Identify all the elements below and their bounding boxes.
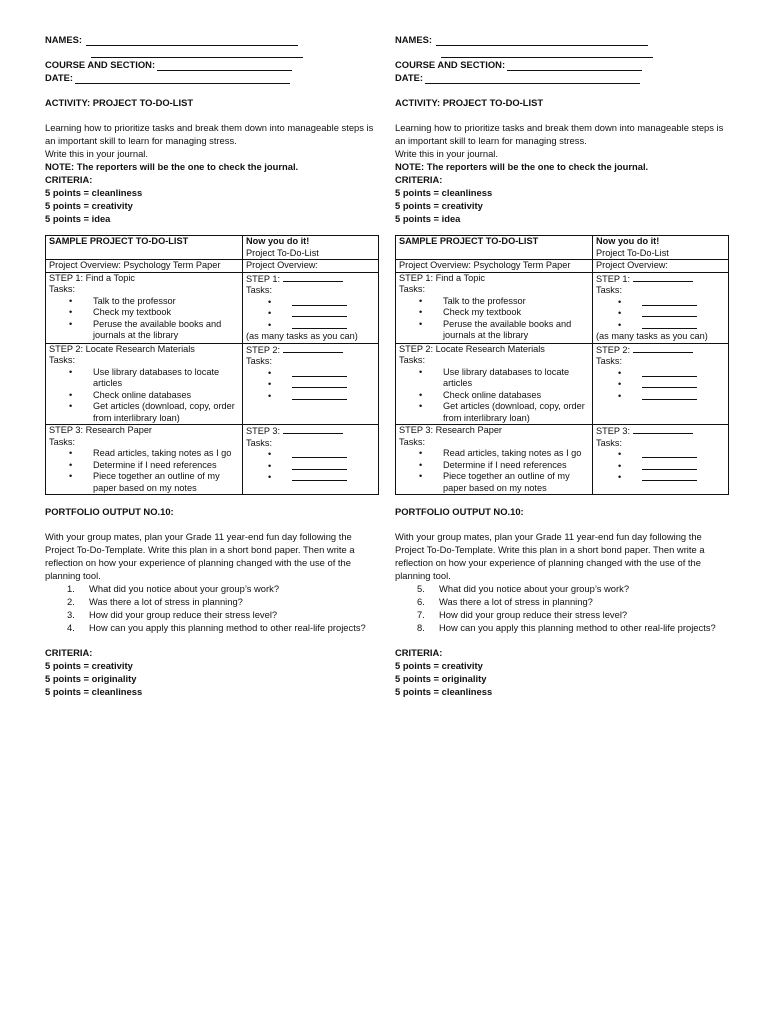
step-blank[interactable] [283, 344, 343, 353]
course-blank[interactable] [157, 61, 292, 71]
step-blank[interactable] [283, 273, 343, 282]
task-blank[interactable] [292, 379, 347, 388]
question-text: What did you notice about your group’s work? [89, 583, 280, 594]
task-blank[interactable] [292, 461, 347, 470]
step-right-title: STEP 3: [596, 426, 631, 436]
worksheet-right [395, 33, 725, 698]
bullet-icon: • [69, 295, 73, 306]
worksheet-left [45, 33, 375, 698]
blank-task-item [268, 368, 375, 380]
bullet-icon: • [69, 366, 73, 377]
date-line [395, 71, 725, 84]
journal-text: Write this in your journal. [395, 148, 498, 159]
blank-task-item [268, 379, 375, 391]
task-text: Get articles (download, copy, order from interlibrary loan) [93, 401, 235, 423]
criteria-item: 5 points = cleanliness [395, 187, 493, 198]
question-item [67, 595, 375, 608]
blank-task-item [268, 461, 375, 473]
step-blank-cell [243, 343, 379, 425]
col1-header: SAMPLE PROJECT TO-DO-LIST [396, 236, 593, 260]
step-blank[interactable] [633, 425, 693, 434]
task-text: Piece together an outline of my paper based on my notes [443, 471, 570, 493]
question-item [67, 608, 375, 621]
course-label: COURSE AND SECTION: [45, 59, 156, 70]
blank-task-item [618, 379, 725, 391]
bullet-icon: • [268, 449, 272, 459]
step-sample-cell [396, 272, 593, 343]
bullet-icon: • [618, 308, 622, 318]
task-item [419, 471, 589, 494]
bullet-icon: • [419, 448, 423, 458]
task-item [69, 401, 239, 424]
tasks-label: Tasks: [399, 355, 426, 365]
criteria2-item: 5 points = creativity [395, 660, 483, 671]
criteria-item: 5 points = creativity [45, 200, 133, 211]
step-right-title-line [246, 344, 375, 357]
names-line-2 [395, 46, 725, 58]
question-number: 6. [417, 596, 425, 607]
portfolio-text: With your group mates, plan your Grade 11 year-end fun day following the Project To-Do-Template. Write this plan in a short bond paper. Then write a reflection on how your experience of planning changed with the use of the planning tool. [45, 531, 355, 581]
bullet-icon: • [268, 308, 272, 318]
intro-text: Learning how to prioritize tasks and break them down into manageable steps is an important skill to learn for managing stress. [45, 122, 374, 146]
step-blank-cell [593, 343, 729, 425]
criteria2-item: 5 points = creativity [45, 660, 133, 671]
task-blank[interactable] [642, 379, 697, 388]
names-line [395, 33, 725, 46]
question-number: 8. [417, 622, 425, 633]
tasks-label: Tasks: [49, 284, 76, 294]
col2-header: Now you do it! [596, 236, 660, 246]
tasks-label: Tasks: [596, 437, 623, 448]
step-right-title-line [246, 425, 375, 438]
bullet-icon: • [618, 390, 622, 401]
task-blank[interactable] [292, 320, 347, 329]
blank-task-item [268, 320, 375, 332]
date-label: DATE: [395, 72, 423, 83]
task-text: Check my textbook [93, 307, 172, 317]
task-item [69, 448, 239, 460]
bullet-icon: • [268, 296, 272, 307]
task-blank[interactable] [292, 308, 347, 317]
step-right-title-line [246, 273, 375, 286]
bullet-icon: • [268, 390, 272, 401]
tasks-label: Tasks: [596, 285, 623, 295]
task-item [419, 460, 589, 472]
step-right-title: STEP 2: [246, 344, 281, 355]
bullet-icon: • [419, 366, 423, 377]
step-title: STEP 3: Research Paper [49, 425, 152, 435]
bullet-icon: • [618, 379, 622, 389]
blank-task-item [268, 308, 375, 320]
blank-task-item [618, 308, 725, 320]
question-item [417, 621, 725, 634]
criteria2-item: 5 points = cleanliness [395, 686, 493, 697]
step-sample-cell [396, 343, 593, 425]
task-text: Check online databases [443, 389, 542, 400]
tasks-label: Tasks: [49, 436, 76, 447]
criteria-item: 5 points = creativity [395, 200, 483, 211]
task-item [419, 319, 589, 342]
col1-header: SAMPLE PROJECT TO-DO-LIST [46, 236, 243, 260]
task-item [419, 307, 589, 319]
question-text: Was there a lot of stress in planning? [439, 596, 593, 607]
question-text: How did your group reduce their stress level? [89, 609, 278, 620]
task-text: Use library databases to locate articles [93, 366, 220, 388]
names-blank-2[interactable] [441, 46, 653, 58]
step-row [46, 343, 379, 425]
step-title: STEP 1: Find a Topic [49, 272, 135, 283]
step-blank-cell [243, 425, 379, 495]
task-text: Talk to the professor [93, 295, 176, 306]
task-blank[interactable] [642, 368, 697, 377]
names-label: NAMES: [45, 34, 82, 45]
bullet-icon: • [618, 460, 622, 471]
bullet-icon: • [419, 471, 423, 481]
task-item [69, 296, 239, 308]
step-title: STEP 1: Find a Topic [399, 272, 485, 283]
step-blank-cell [243, 272, 379, 343]
criteria-item: 5 points = cleanliness [45, 187, 143, 198]
col2-header-cell [243, 236, 379, 260]
task-item [69, 319, 239, 342]
criteria-item: 5 points = idea [395, 213, 461, 224]
bullet-icon: • [268, 367, 272, 378]
blank-task-item [618, 472, 725, 484]
bullet-icon: • [618, 449, 622, 459]
tasks-note: (as many tasks as you can) [246, 331, 358, 341]
task-text: Read articles, taking notes as I go [93, 448, 232, 458]
task-blank[interactable] [642, 320, 697, 329]
step-title: STEP 3: Research Paper [399, 425, 502, 435]
step-title: STEP 2: Locate Research Materials [399, 343, 545, 354]
bullet-icon: • [618, 319, 622, 330]
step-sample-cell [46, 425, 243, 495]
step-blank-cell [593, 425, 729, 495]
blank-task-item [618, 320, 725, 332]
bullet-icon: • [419, 401, 423, 411]
overview-row [396, 260, 729, 273]
step-row [396, 425, 729, 495]
blank-task-item [268, 391, 375, 403]
todo-table [395, 235, 729, 495]
criteria2-item: 5 points = originality [45, 673, 137, 684]
bullet-icon: • [268, 472, 272, 482]
question-number: 7. [417, 609, 425, 620]
overview-row [46, 260, 379, 273]
course-blank[interactable] [507, 61, 642, 71]
table-header-row [396, 236, 729, 260]
date-line [45, 71, 375, 84]
bullet-icon: • [419, 459, 423, 470]
question-text: How can you apply this planning method to other real-life projects? [439, 622, 716, 633]
criteria-item: 5 points = idea [45, 213, 111, 224]
task-text: Peruse the available books and journals at the library [93, 318, 222, 340]
tasks-label: Tasks: [246, 285, 273, 295]
step-blank[interactable] [633, 344, 693, 353]
course-line [395, 58, 725, 71]
blank-task-item [618, 297, 725, 309]
task-blank[interactable] [292, 449, 347, 458]
criteria-label: CRITERIA: [45, 174, 93, 185]
task-blank[interactable] [642, 449, 697, 458]
bullet-icon: • [618, 367, 622, 378]
bullet-icon: • [419, 389, 423, 400]
task-text: Use library databases to locate articles [443, 366, 570, 388]
task-item [419, 367, 589, 390]
step-right-title: STEP 1: [246, 273, 281, 284]
blank-task-item [268, 297, 375, 309]
question-text: What did you notice about your group’s work? [439, 583, 630, 594]
activity-title: ACTIVITY: PROJECT TO-DO-LIST [395, 97, 544, 108]
question-text: How did your group reduce their stress level? [439, 609, 628, 620]
col2-sub: Project To-Do-List [246, 247, 319, 258]
task-blank[interactable] [292, 368, 347, 377]
names-label: NAMES: [395, 34, 432, 45]
note-text: NOTE: The reporters will be the one to check the journal. [45, 161, 299, 172]
blank-task-item [268, 472, 375, 484]
blank-task-item [618, 391, 725, 403]
bullet-icon: • [69, 307, 73, 317]
tasks-label: Tasks: [246, 437, 273, 448]
bullet-icon: • [69, 401, 73, 411]
blank-task-item [618, 461, 725, 473]
step-row [46, 272, 379, 343]
question-text: Was there a lot of stress in planning? [89, 596, 243, 607]
step-right-title-line [596, 425, 725, 438]
step-blank-cell [593, 272, 729, 343]
task-item [419, 401, 589, 424]
names-line-2 [45, 46, 375, 58]
step-blank[interactable] [283, 425, 343, 434]
note-text: NOTE: The reporters will be the one to check the journal. [395, 161, 649, 172]
task-item [69, 367, 239, 390]
criteria-label: CRITERIA: [395, 174, 443, 185]
step-blank[interactable] [633, 273, 693, 282]
step-right-title: STEP 2: [596, 344, 631, 355]
step-right-title: STEP 3: [246, 426, 281, 436]
bullet-icon: • [69, 448, 73, 458]
task-text: Determine if I need references [93, 459, 217, 470]
bullet-icon: • [69, 318, 73, 329]
portfolio-text: With your group mates, plan your Grade 11 year-end fun day following the Project To-Do-Template. Write this plan in a short bond paper. Then write a reflection on how your experience of planning changed with the use of the planning tool. [395, 531, 705, 581]
portfolio-title: PORTFOLIO OUTPUT NO.10: [395, 506, 524, 517]
step-sample-cell [396, 425, 593, 495]
task-text: Check online databases [93, 389, 192, 400]
criteria2-label: CRITERIA: [45, 647, 93, 658]
task-item [419, 448, 589, 460]
bullet-icon: • [69, 459, 73, 470]
criteria2-item: 5 points = cleanliness [45, 686, 143, 697]
tasks-label: Tasks: [246, 356, 273, 366]
step-right-title-line [596, 273, 725, 286]
step-row [46, 425, 379, 495]
question-item [417, 582, 725, 595]
criteria2-item: 5 points = originality [395, 673, 487, 684]
task-blank[interactable] [642, 472, 697, 481]
tasks-label: Tasks: [399, 436, 426, 447]
overview-right[interactable]: Project Overview: [243, 260, 379, 273]
task-text: Talk to the professor [443, 295, 526, 306]
question-item [417, 608, 725, 621]
question-number: 3. [67, 609, 75, 620]
step-right-title-line [596, 344, 725, 357]
col2-sub: Project To-Do-List [596, 247, 669, 258]
question-item [67, 582, 375, 595]
step-row [396, 343, 729, 425]
intro-text: Learning how to prioritize tasks and break them down into manageable steps is an important skill to learn for managing stress. [395, 122, 724, 146]
bullet-icon: • [268, 460, 272, 471]
date-blank[interactable] [425, 74, 640, 84]
task-text: Check my textbook [443, 307, 522, 317]
step-right-title: STEP 1: [596, 273, 631, 284]
bullet-icon: • [419, 295, 423, 306]
bullet-icon: • [618, 472, 622, 482]
task-item [69, 307, 239, 319]
task-text: Peruse the available books and journals at the library [443, 318, 572, 340]
step-row [396, 272, 729, 343]
task-blank[interactable] [642, 391, 697, 400]
task-blank[interactable] [292, 391, 347, 400]
tasks-label: Tasks: [49, 355, 76, 365]
question-number: 1. [67, 583, 75, 594]
todo-table [45, 235, 379, 495]
task-blank[interactable] [292, 297, 347, 306]
question-number: 4. [67, 622, 75, 633]
col2-header-cell [593, 236, 729, 260]
task-blank[interactable] [642, 297, 697, 306]
bullet-icon: • [268, 319, 272, 330]
task-blank[interactable] [642, 308, 697, 317]
portfolio-title: PORTFOLIO OUTPUT NO.10: [45, 506, 174, 517]
names-blank[interactable] [436, 36, 648, 46]
names-blank-2[interactable] [91, 46, 303, 58]
tasks-label: Tasks: [596, 356, 623, 366]
task-item [419, 390, 589, 402]
task-text: Read articles, taking notes as I go [443, 448, 582, 458]
overview-left: Project Overview: Psychology Term Paper [396, 260, 593, 273]
tasks-label: Tasks: [399, 284, 426, 294]
table-header-row [46, 236, 379, 260]
criteria2-label: CRITERIA: [395, 647, 443, 658]
blank-task-item [618, 449, 725, 461]
journal-text: Write this in your journal. [45, 148, 148, 159]
question-item [417, 595, 725, 608]
step-title: STEP 2: Locate Research Materials [49, 343, 195, 354]
bullet-icon: • [419, 307, 423, 317]
question-number: 2. [67, 596, 75, 607]
step-sample-cell [46, 272, 243, 343]
task-item [69, 460, 239, 472]
question-text: How can you apply this planning method to other real-life projects? [89, 622, 366, 633]
task-text: Get articles (download, copy, order from interlibrary loan) [443, 401, 585, 423]
activity-title: ACTIVITY: PROJECT TO-DO-LIST [45, 97, 194, 108]
names-line [45, 33, 375, 46]
bullet-icon: • [69, 471, 73, 481]
task-blank[interactable] [642, 461, 697, 470]
task-item [69, 390, 239, 402]
task-text: Determine if I need references [443, 459, 567, 470]
task-blank[interactable] [292, 472, 347, 481]
date-label: DATE: [45, 72, 73, 83]
blank-task-item [268, 449, 375, 461]
date-blank[interactable] [75, 74, 290, 84]
bullet-icon: • [419, 318, 423, 329]
course-label: COURSE AND SECTION: [395, 59, 506, 70]
overview-left: Project Overview: Psychology Term Paper [46, 260, 243, 273]
task-text: Piece together an outline of my paper based on my notes [93, 471, 220, 493]
task-item [69, 471, 239, 494]
question-item [67, 621, 375, 634]
overview-right[interactable]: Project Overview: [593, 260, 729, 273]
bullet-icon: • [268, 379, 272, 389]
question-number: 5. [417, 583, 425, 594]
col2-header: Now you do it! [246, 236, 310, 246]
bullet-icon: • [69, 389, 73, 400]
task-item [419, 296, 589, 308]
names-blank[interactable] [86, 36, 298, 46]
course-line [45, 58, 375, 71]
blank-task-item [618, 368, 725, 380]
tasks-note: (as many tasks as you can) [596, 331, 708, 341]
bullet-icon: • [618, 296, 622, 307]
step-sample-cell [46, 343, 243, 425]
